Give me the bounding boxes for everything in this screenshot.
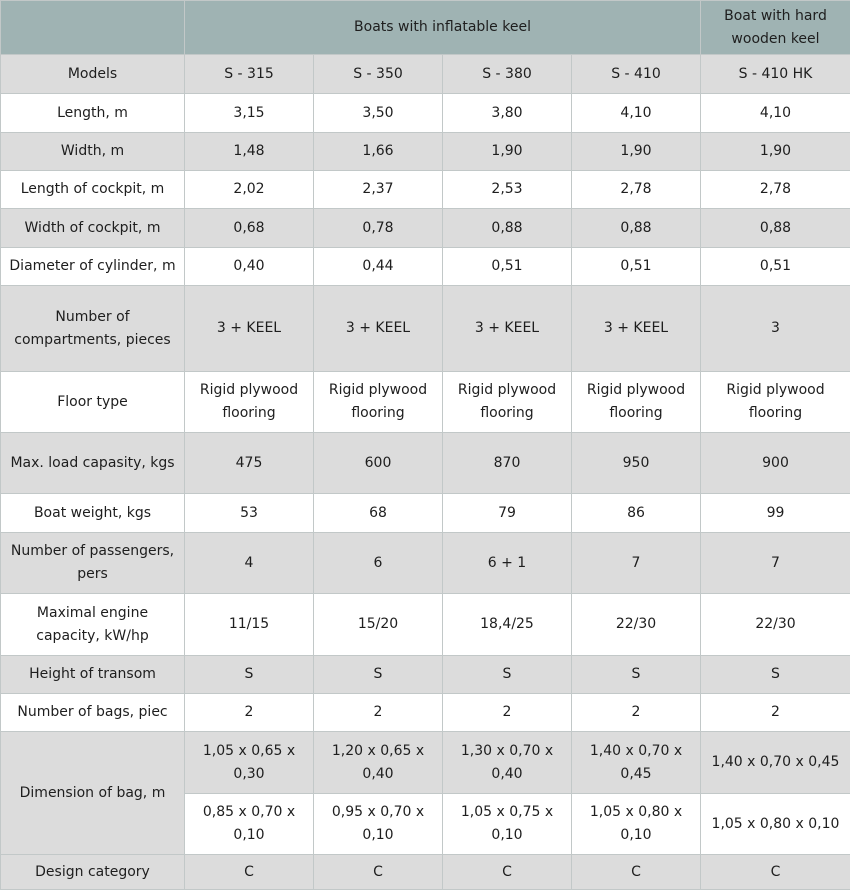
spec-value: 1,05 x 0,75 x 0,10 [443,794,572,855]
spec-value: 950 [572,433,701,494]
spec-value: 99 [701,494,850,533]
spec-value: 0,88 [572,209,701,248]
spec-value: 3 + KEEL [185,286,314,372]
spec-value: 7 [572,533,701,594]
spec-value: 1,66 [314,133,443,171]
spec-value: 4,10 [572,94,701,133]
row-label: Number of compartments, pieces [1,286,185,372]
model-name: S - 350 [314,55,443,94]
spec-value: 6 [314,533,443,594]
spec-value: 53 [185,494,314,533]
spec-value: 475 [185,433,314,494]
spec-row-length [1,94,850,133]
spec-value: 86 [572,494,701,533]
spec-value: 2 [185,694,314,732]
row-label: Length, m [1,94,185,133]
spec-value: 0,85 x 0,70 x 0,10 [185,794,314,855]
spec-value: Rigid plywood flooring [572,372,701,433]
spec-row-bag-count [1,694,850,732]
spec-row-floor-type [1,372,850,433]
spec-row-width [1,133,850,171]
spec-value: C [701,855,850,890]
spec-value: 2 [443,694,572,732]
group-hard-keel-line1: Boat with hard [724,8,827,24]
spec-value: S [185,656,314,694]
corner-cell [1,1,185,55]
spec-value: 2 [701,694,850,732]
spec-value: 3 + KEEL [443,286,572,372]
spec-row-cockpit-length [1,171,850,209]
spec-value: 4,10 [701,94,850,133]
group-inflatable-keel: Boats with inflatable keel [185,1,701,55]
row-label: Maximal engine capacity, kW/hp [1,594,185,656]
spec-value: 0,88 [443,209,572,248]
spec-value: 1,30 x 0,70 x 0,40 [443,732,572,794]
row-label: Max. load capasity, kgs [1,433,185,494]
spec-value: C [314,855,443,890]
spec-value: Rigid plywood flooring [314,372,443,433]
spec-value: Rigid plywood flooring [185,372,314,433]
spec-value: 900 [701,433,850,494]
row-label: Number of bags, piec [1,694,185,732]
spec-value: 3 + KEEL [572,286,701,372]
spec-value: 3 + KEEL [314,286,443,372]
spec-value: 2,02 [185,171,314,209]
spec-value: 79 [443,494,572,533]
spec-value: 22/30 [572,594,701,656]
spec-value: 1,90 [701,133,850,171]
spec-row-compartments [1,286,850,372]
spec-value: 2,78 [572,171,701,209]
spec-row-bag-dimension-1 [1,732,850,794]
spec-value: Rigid plywood flooring [443,372,572,433]
spec-value: 1,20 x 0,65 x 0,40 [314,732,443,794]
spec-value: 1,90 [443,133,572,171]
spec-value: S [314,656,443,694]
model-name: S - 315 [185,55,314,94]
spec-value: 3 [701,286,850,372]
row-label: Boat weight, kgs [1,494,185,533]
spec-value: 0,40 [185,248,314,286]
spec-value: 0,51 [443,248,572,286]
row-label: Floor type [1,372,185,433]
spec-value: 1,05 x 0,80 x 0,10 [572,794,701,855]
spec-value: 2 [314,694,443,732]
spec-value: 2 [572,694,701,732]
spec-value: 1,40 x 0,70 x 0,45 [572,732,701,794]
spec-value: 0,44 [314,248,443,286]
spec-value: 4 [185,533,314,594]
spec-value: 870 [443,433,572,494]
models-row [1,55,850,94]
spec-value: Rigid plywood flooring [701,372,850,433]
spec-value: 1,40 x 0,70 x 0,45 [701,732,850,794]
model-name: S - 410 [572,55,701,94]
spec-row-cylinder-diameter [1,248,850,286]
spec-value: 1,05 x 0,65 x 0,30 [185,732,314,794]
spec-value: 22/30 [701,594,850,656]
spec-value: 0,88 [701,209,850,248]
row-label: Length of cockpit, m [1,171,185,209]
spec-value: 6 + 1 [443,533,572,594]
spec-value: 0,95 x 0,70 x 0,10 [314,794,443,855]
spec-value: 0,51 [701,248,850,286]
spec-row-design-category [1,855,850,890]
row-label: Design category [1,855,185,890]
spec-value: S [572,656,701,694]
row-label: Dimension of bag, m [1,732,185,855]
spec-value: C [185,855,314,890]
spec-value: 1,48 [185,133,314,171]
spec-value: S [443,656,572,694]
spec-row-max-load [1,433,850,494]
spec-value: 7 [701,533,850,594]
group-hard-keel-line2: wooden keel [731,31,819,47]
spec-value: 3,80 [443,94,572,133]
spec-value: 11/15 [185,594,314,656]
spec-value: C [443,855,572,890]
spec-value: 0,51 [572,248,701,286]
spec-value: S [701,656,850,694]
spec-value: 3,15 [185,94,314,133]
group-header-row [1,1,850,55]
model-name: S - 410 HK [701,55,850,94]
spec-value: 0,68 [185,209,314,248]
spec-row-cockpit-width [1,209,850,248]
row-label: Width of cockpit, m [1,209,185,248]
spec-value: 1,05 x 0,80 x 0,10 [701,794,850,855]
spec-row-boat-weight [1,494,850,533]
spec-value: 68 [314,494,443,533]
row-label: Models [1,55,185,94]
spec-value: 600 [314,433,443,494]
spec-value: 15/20 [314,594,443,656]
model-name: S - 380 [443,55,572,94]
row-label: Diameter of cylinder, m [1,248,185,286]
spec-row-transom-height [1,656,850,694]
spec-value: 1,90 [572,133,701,171]
row-label: Width, m [1,133,185,171]
spec-value: 3,50 [314,94,443,133]
spec-value: 2,37 [314,171,443,209]
group-hard-keel [701,1,850,55]
spec-value: 2,78 [701,171,850,209]
spec-row-passengers [1,533,850,594]
spec-value: 18,4/25 [443,594,572,656]
spec-row-engine-capacity [1,594,850,656]
spec-value: 2,53 [443,171,572,209]
spec-value: 0,78 [314,209,443,248]
spec-value: C [572,855,701,890]
row-label: Height of transom [1,656,185,694]
row-label: Number of passengers, pers [1,533,185,594]
